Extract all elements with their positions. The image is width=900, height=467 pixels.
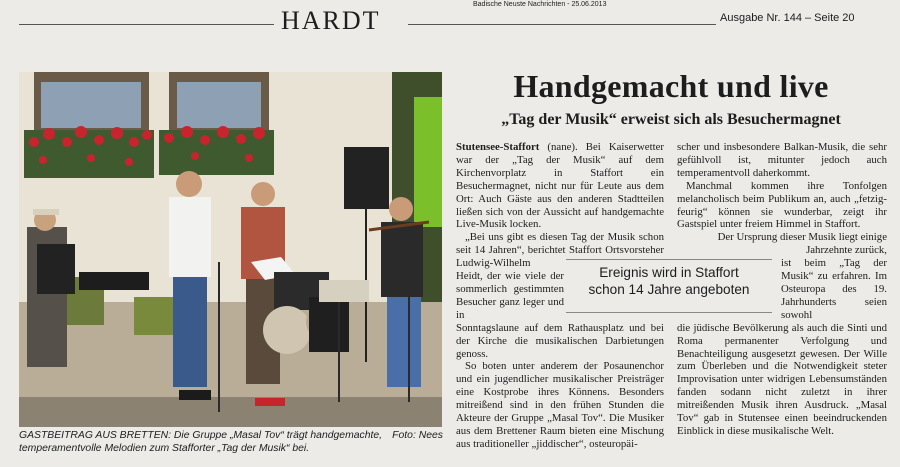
paragraph-wrap: ist beim „Tag der Musik“ zu erfahren. Im Osteuropa des 19. Jahrhunderts seien sowohl	[781, 257, 887, 321]
paragraph: „Bei uns gibt es diesen Tag der Musik schon seit 14 Jahren“, berichtet Staffort Ortsvorsteher Ludwig-Wilhelm	[456, 231, 664, 270]
paragraph: Sonntagslaune auf dem Rathausplatz und bei der Kirche die musikalischen Darbietungen genoss.	[456, 321, 664, 360]
paragraph: So boten unter anderem der Posaunenchor und ein jugendlicher musikalischer Preisträger eine Kostprobe ihres Könnens. Besonders mitreißend sind in den frühen Stunden die Akteure der Gruppe „Masal Tov“. Die Musiker aus dem Brettener Raum bieten eine Mischung aus traditioneller „jiddischer“, osteuropäi-	[456, 360, 664, 450]
photo-caption	[19, 429, 443, 455]
paragraph: scher und insbesondere Balkan-Musik, die sehr gefühlvoll ist, mitunter jedoch auch temperamentvoll daherkommt.	[677, 141, 887, 179]
paragraph: Der Ursprung dieser Musik liegt einige Jahrzehnte zurück,	[717, 231, 887, 257]
paragraph: die jüdische Bevölkerung als auch die Sinti und Roma permanenter Verfolgung und Benachteiligung ausgesetzt gewesen. Der Wille zum Überleben und die Notwendigkeit steter Improvisation unter widrigen Lebensumständen fanden sodann nicht zuletzt in ihrer mitreißenden Musik ihren Ausdruck. „Masal Tov“ gab in Stutensee einen beeindruckenden Einblick in diese musikalische Welt.	[677, 321, 887, 437]
article-subheadline: „Tag der Musik“ erweist sich als Besuchermagnet	[501, 111, 841, 128]
paragraph-text: (nane). Bei Kaiserwetter war der „Tag der Musik“ auf dem Kirchenvorplatz in Staffort ein Besuchermagnet, nicht nur für Leute aus dem Ort: Auch Gäste aus den anderen Stadtteilen ließen sich von der Aussicht auf handgemachte Live-Musik locken.	[456, 141, 664, 231]
source-line: Badische Neuste Nachrichten - 25.06.2013	[473, 1, 607, 8]
pull-quote	[566, 259, 772, 313]
caption-text: GASTBEITRAG AUS BRETTEN: Die Gruppe „Masal Tov“ trägt handgemachte, temperamentvolle Melodien zum Stafforter „Tag der Musik“ bei.	[19, 430, 383, 454]
dateline: Stutensee-Staffort	[456, 141, 540, 153]
photo-credit: Foto: Nees	[392, 430, 443, 441]
paragraph: Manchmal kommen ihre Tonfolgen melancholisch beim Publikum an, auch „fetzig-feurig“ können sie wunderbar, zeigt ihr Gastspiel unter freiem Himmel in Staffort.	[677, 179, 887, 231]
issue-number: Ausgabe Nr. 144 – Seite 20	[720, 12, 855, 24]
band-photo	[19, 72, 442, 427]
paragraph	[456, 141, 664, 231]
paragraph-wrap: Heidt, der wie viele der sommerlich gestimmten Besucher ganz leger und in	[456, 270, 564, 321]
header-rule-right	[408, 24, 716, 25]
article-headline: Handgemacht und live	[513, 68, 829, 104]
pull-quote-line: schon 14 Jahre angeboten	[588, 282, 750, 297]
header-rule-left	[19, 24, 274, 25]
section-title: HARDT	[281, 6, 381, 35]
pull-quote-line: Ereignis wird in Staffort	[599, 265, 739, 280]
band-photo-illustration	[19, 72, 442, 427]
